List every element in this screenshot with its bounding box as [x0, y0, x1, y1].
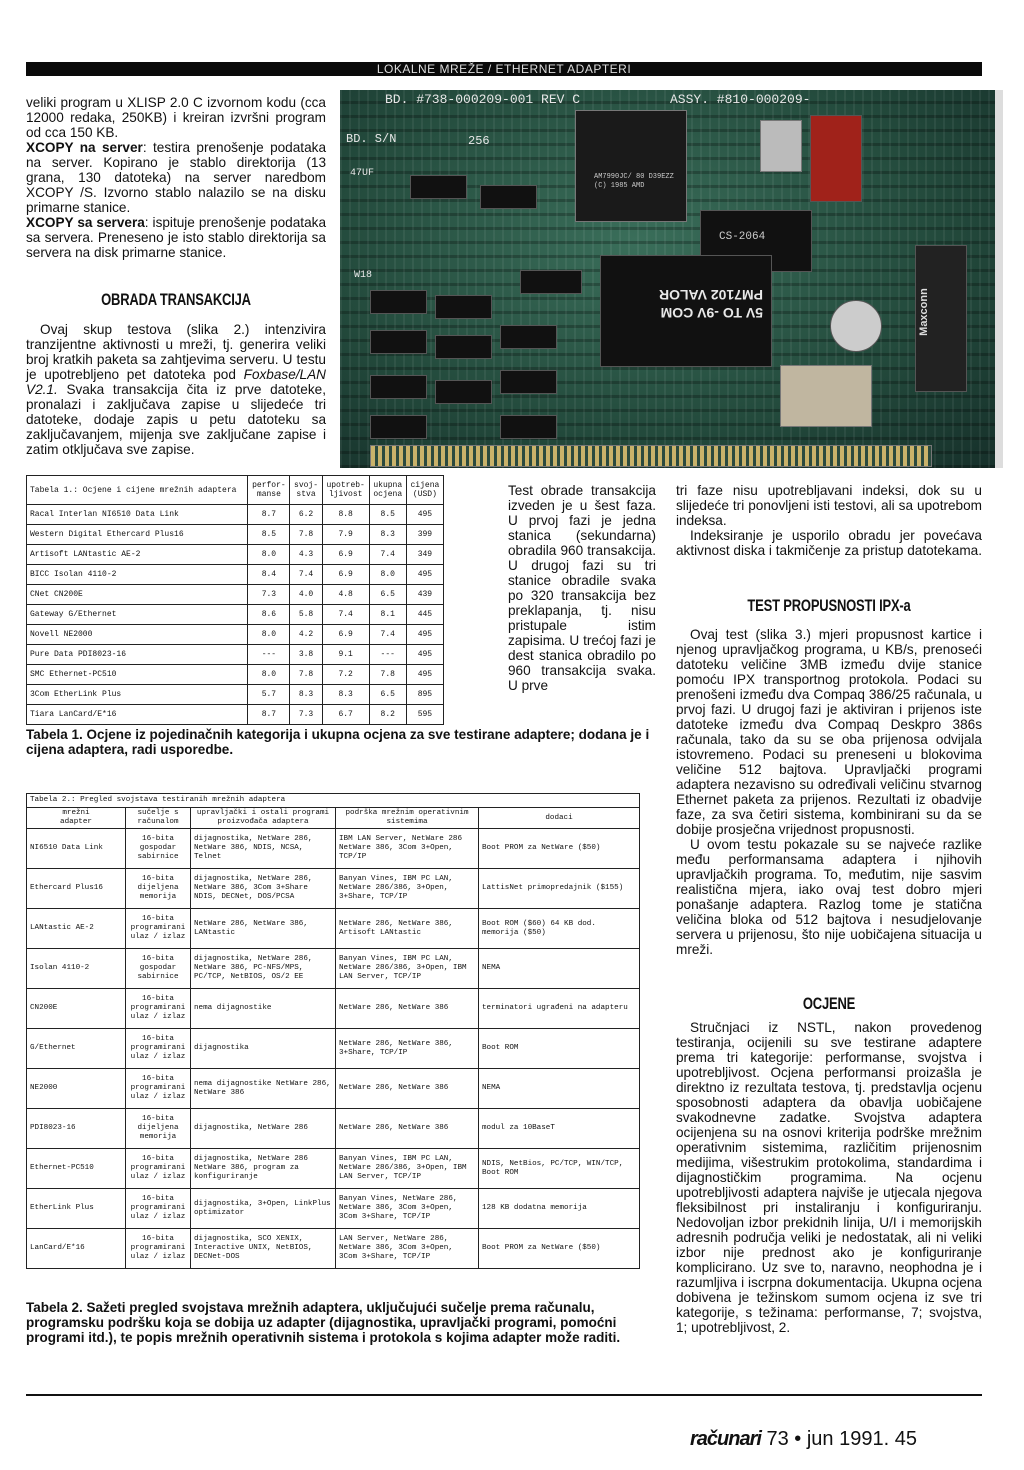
table2-adapter-name: CN200E [27, 989, 126, 1029]
table1-value-cell: 7.8 [369, 665, 406, 685]
ic-chip [520, 270, 582, 294]
footer-rule [26, 1394, 982, 1396]
table1-header-cell: cijena (USD) [406, 476, 443, 505]
table2-feature-cell: Boot PROM za NetWare ($50) [479, 1229, 640, 1269]
table1-header-row [27, 476, 444, 505]
table1-value-cell: 895 [406, 685, 443, 705]
table2-title: Tabela 2.: Pregled svojstava testiranih mrežnih adaptera [27, 794, 640, 808]
table1-row [27, 625, 444, 645]
table2-feature-cell: 16-bita programirani ulaz / izlaz [126, 1029, 191, 1069]
table1-value-cell: 8.0 [248, 545, 290, 565]
ic-chip [500, 325, 557, 349]
table1-value-cell: 4.0 [290, 585, 322, 605]
table1-header-cell: ukupna ocjena [369, 476, 406, 505]
table1-value-cell: 349 [406, 545, 443, 565]
table2-header-row [27, 808, 640, 829]
xcopy-to-server-paragraph [26, 140, 326, 215]
table2-feature-cell: dijagnostika, NetWare 286 [191, 1109, 336, 1149]
table1-value-cell: --- [369, 645, 406, 665]
network-card-photo [340, 90, 1003, 468]
table2-feature-cell: 16-bita programirani ulaz / izlaz [126, 1149, 191, 1189]
table2-adapter-name: Ethercard Plus16 [27, 869, 126, 909]
table1-value-cell: 4.2 [290, 625, 322, 645]
ic-chip [435, 380, 492, 404]
table2-row [27, 989, 640, 1029]
table1-adapter-name: BICC Isolan 4110-2 [27, 565, 248, 585]
table1-value-cell: 7.3 [290, 705, 322, 725]
magazine-logo: računari [690, 1428, 761, 1450]
table1-adapter-name: CNet CN200E [27, 585, 248, 605]
table1-adapter-name: SMC Ethernet-PC510 [27, 665, 248, 685]
col3-paragraph: U ovom testu pokazale su se najveće razlike među performansama adaptera i njihovih upravljačkih programa. To, međutim, nije sasvim realistična mjera, iako ovaj test dobro mjeri ponašanje adaptera. Razlog tome je statična veličina bloka od 512 bajtova i nesudjelovanje servera u prijenosu, što nije uobičajena situacija u mreži. [676, 837, 982, 957]
xcopy-from-server-keyword: XCOPY sa servera [26, 215, 145, 230]
table1-value-cell: 7.8 [290, 525, 322, 545]
table2-feature-cell: 16-bita programirani ulaz / izlaz [126, 1229, 191, 1269]
table1-row [27, 505, 444, 525]
dc-converter-module [600, 255, 772, 367]
table1-title-text: Tabela 1.: Ocjene i cijene mrežnih adaptera [30, 485, 237, 495]
table2-feature-cell: 16-bita gospodar sabirnice [126, 829, 191, 869]
table2-title-row [27, 794, 640, 808]
table2-adapter-name: LANtastic AE-2 [27, 909, 126, 949]
table1-value-cell: 495 [406, 565, 443, 585]
table1-adapter-name: 3Com EtherLink Plus [27, 685, 248, 705]
table2-feature-cell: nema dijagnostike [191, 989, 336, 1029]
table2-feature-cell: Boot PROM za NetWare ($50) [479, 829, 640, 869]
cs-chip-label: CS-2064 [719, 231, 766, 243]
table2-adapter-name: G/Ethernet [27, 1029, 126, 1069]
table2-feature-cell: dijagnostika, NetWare 286, NetWare 386, 3Com 3+Share NDIS, DECNet, DOS/PCSA [191, 869, 336, 909]
table2-header-cell: dodaci [479, 808, 640, 829]
table2-feature-cell: 16-bita programirani ulaz / izlaz [126, 1189, 191, 1229]
ic-chip [370, 290, 427, 314]
table1-value-cell: 6.9 [322, 545, 369, 565]
table2-row [27, 829, 640, 869]
table2-feature-cell: nema dijagnostike NetWare 286, NetWare 386 [191, 1069, 336, 1109]
table1-value-cell: 445 [406, 605, 443, 625]
table2-feature-cell: dijagnostika, 3+Open, LinkPlus optimizator [191, 1189, 336, 1229]
table2-feature-cell: 128 KB dodatna memorija [479, 1189, 640, 1229]
silkscreen-256: 256 [468, 134, 490, 148]
silkscreen-47uf: 47UF [350, 168, 375, 179]
col3-text-ipx [676, 627, 982, 957]
table2-feature-cell: 16-bita programirani ulaz / izlaz [126, 909, 191, 949]
table2-adapter-name: Ethernet-PC510 [27, 1149, 126, 1189]
table1-adapter-name: Pure Data PDI8023-16 [27, 645, 248, 665]
ic-chip [500, 415, 557, 439]
ic-chip [370, 415, 427, 439]
table1-row [27, 685, 444, 705]
table1-value-cell: 8.0 [369, 565, 406, 585]
table2-feature-cell: Boot ROM [479, 1029, 640, 1069]
table1-value-cell: 8.8 [322, 505, 369, 525]
table1-value-cell: 495 [406, 505, 443, 525]
table1-value-cell: 595 [406, 705, 443, 725]
table1-value-cell: 6.5 [369, 685, 406, 705]
table1-value-cell: 439 [406, 585, 443, 605]
table1-value-cell: 8.3 [322, 685, 369, 705]
obrada-paragraph [26, 322, 326, 457]
table1-adapter-name: Gateway G/Ethernet [27, 605, 248, 625]
table2-feature-cell: dijagnostika [191, 1029, 336, 1069]
table1-value-cell: 6.7 [322, 705, 369, 725]
table2-feature-cell: NEMA [479, 1069, 640, 1109]
amd-controller-chip [575, 110, 687, 222]
silkscreen-board-number: BD. #738-000209-001 REV C [385, 92, 581, 107]
table2-feature-cell: 16-bita programirani ulaz / izlaz [126, 989, 191, 1029]
table2-row [27, 1189, 640, 1229]
table2-feature-cell: 16-bita dijeljena memorija [126, 1109, 191, 1149]
table1-value-cell: 8.7 [248, 705, 290, 725]
table1-value-cell: 8.5 [248, 525, 290, 545]
table1-header-cell: perfor- manse [248, 476, 290, 505]
table1-value-cell: 9.1 [322, 645, 369, 665]
table2-row [27, 1109, 640, 1149]
table1-value-cell: 8.6 [248, 605, 290, 625]
table2-feature-cell: dijagnostika, SCO XENIX, Interactive UNIX, NetBIOS, DECNet-DOS [191, 1229, 336, 1269]
table1-row [27, 545, 444, 565]
table2-header-cell: sučelje s računalom [126, 808, 191, 829]
table2-feature-cell: NetWare 286, NetWare 386, 3+Share, TCP/IP [336, 1029, 479, 1069]
table1-value-cell: 5.7 [248, 685, 290, 705]
table1-row [27, 565, 444, 585]
foxbase-name: Foxbase/LAN V2.1. [26, 367, 326, 397]
table2-feature-cell: IBM LAN Server, NetWare 286 NetWare 386, 3Com 3+Open, TCP/IP [336, 829, 479, 869]
xcopy-to-server-text: : testira prenošenje podataka na server. Kopirano je stablo direktorija (13 grana, 130 datoteka) na server naredbom XCOPY /S. Izvorno stablo nalazilo se na disku primarne stanice. [26, 140, 326, 215]
table2-feature-cell: LAN Server, NetWare 286, NetWare 386, 3Com 3+Open, 3Com 3+Share, TCP/IP [336, 1229, 479, 1269]
table2-feature-cell: 16-bita programirani ulaz / izlaz [126, 1069, 191, 1109]
intro-paragraph: veliki program u XLISP 2.0 C izvornom kodu (cca 12000 redaka, 250KB) i kreiran izvršni program od cca 150 KB. [26, 95, 326, 140]
table1-value-cell: 3.8 [290, 645, 322, 665]
table1-value-cell: 5.8 [290, 605, 322, 625]
table2-adapter-name: NE2000 [27, 1069, 126, 1109]
table1-header-cell: upotreb- ljivost [322, 476, 369, 505]
table1-row [27, 605, 444, 625]
table1-row [27, 525, 444, 545]
table1-value-cell: 8.5 [369, 505, 406, 525]
table1-value-cell: 7.4 [322, 605, 369, 625]
edge-connector [370, 445, 932, 467]
table1-title [27, 476, 248, 505]
table1-row [27, 585, 444, 605]
amd-chip-label: AM7990JC/ 80 D39EZZ (C) 1985 AMD [594, 173, 674, 190]
heading-ocjene: OCJENE [802, 994, 856, 1013]
table1-value-cell: 4.3 [290, 545, 322, 565]
table2-feature-cell: Banyan Vines, IBM PC LAN, NetWare 286/386, 3+Open, 3+Share, TCP/IP [336, 869, 479, 909]
table1-value-cell: 6.2 [290, 505, 322, 525]
table2-row [27, 869, 640, 909]
table1-value-cell: 495 [406, 625, 443, 645]
connector-brand-label: Maxconn [917, 288, 930, 336]
table2-adapter-name: NI6510 Data Link [27, 829, 126, 869]
table2-adapter-name: PDI8023-16 [27, 1109, 126, 1149]
col3-paragraph: Stručnjaci iz NSTL, nakon provedenog testiranja, ocijenili su sve testirane adaptere prema tri kategorije: performanse, svojstva i upotrebljivost. Ocjena performansi proizašla je direktno iz rezultata testova, tj. predstavlja ocjenu sposobnosti adaptera da obavlja uobičajene svakodnevne zadatke. Svojstva adaptera ocijenjena su na osnovi kriterija podrške mrežnim operativnim sistemima, različitim prijenosnim medijima, višestrukim protokolima, standardima i dijagnostičkim programima. Na ocjenu upotrebljivosti adaptera najviše je utjecala njegova fleksibilnost pri instaliranju i konfiguriranju. Nedovoljan izbor prekidnih linija, U/I i memorijskih adresnih područja veliki je nedostatak, ali ni veliki izbor nije prednost ako je konfiguriranje komplicirano. Uz sve to, naravno, neophodna je i razumljiva i iscrpna dokumentacija. Ukupna ocjena dobivena je težinskom sumom ocjena iz sve tri kategorije, s težinama: performanse, 7; svojstva, 1; upotrebljivost, 2. [676, 1020, 982, 1335]
page-footer [690, 1428, 917, 1451]
table1-ratings [26, 475, 444, 725]
col3-text-ocjene [676, 1020, 982, 1335]
transaction-test-text: Test obrade transakcija izveden je u šest faza. U prvoj fazi je jedna stanica (sekundarna) obradila 960 transakcija. U drugoj fazi su tri stanice obradile svaka po 320 transakcija bez preklapanja, tj. nisu pristupale istim zapisima. U trećoj fazi je dest stanica obradilo po 960 transakcija svaka. U prve [508, 483, 656, 693]
table2-header-cell: podrška mrežnim operativnim sistemima [336, 808, 479, 829]
table2-row [27, 949, 640, 989]
silkscreen-w18: W18 [354, 270, 373, 281]
obrada-text-rest: Svaka transakcija čita iz prve datoteke, pronalazi i zaključava zapise u slijedeće tri datoteke, dodaje zapis u petu datoteku sa zaključavanjem, mijenja sve zaključane zapise i zatim otključava sve zapise. [26, 382, 326, 457]
heading-test-propusnosti: TEST PROPUSNOSTI IPX-a [747, 596, 911, 615]
table1-adapter-name: Western Digital Ethercard Plus16 [27, 525, 248, 545]
table1-value-cell: 8.4 [248, 565, 290, 585]
table1-value-cell: 7.2 [322, 665, 369, 685]
table2-feature-cell: 16-bita dijeljena memorija [126, 869, 191, 909]
xcopy-from-server-paragraph [26, 215, 326, 260]
ic-chip [480, 185, 537, 209]
ic-chip [500, 370, 557, 394]
table1-value-cell: 8.1 [369, 605, 406, 625]
obrada-text-start: Ovaj skup testova (slika 2.) intenzivira tranzijentne aktivnosti u mreži, tj. generira veliki broj kratkih paketa sa zahtjevima serveru. U testu je upotrebljeno pet datoteka pod [26, 322, 326, 382]
ic-chip [370, 375, 427, 399]
table1-value-cell: 495 [406, 665, 443, 685]
table1-value-cell: 7.8 [290, 665, 322, 685]
table2-feature-cell: modul za 10BaseT [479, 1109, 640, 1149]
col3-text-top [676, 483, 982, 558]
table1-value-cell: 6.9 [322, 565, 369, 585]
table1-value-cell: 399 [406, 525, 443, 545]
table1-value-cell: 7.9 [322, 525, 369, 545]
table1-value-cell: 8.3 [369, 525, 406, 545]
table2-row [27, 1229, 640, 1269]
table2-caption: Tabela 2. Sažeti pregled svojstava mrežnih adaptera, uključujući sučelje prema računalu, programsku podršku koja se dobija uz adapter (dijagnostika, upravljački programi, pomoćni programi itd.), te popis mrežnih operativnih sistema i protokola s kojima adapter može raditi. [26, 1300, 621, 1345]
xcopy-from-server-text: : ispituje prenošenje podataka sa servera. Preneseno je isto stablo direktorija sa servera na disk primarne stanice. [26, 215, 326, 260]
table1-value-cell: 6.5 [369, 585, 406, 605]
ic-chip [370, 330, 427, 354]
table2-feature-cell: 16-bita gospodar sabirnice [126, 949, 191, 989]
table1-value-cell: 8.0 [248, 665, 290, 685]
table1-value-cell: 8.0 [248, 625, 290, 645]
table2-adapter-name: EtherLink Plus [27, 1189, 126, 1229]
table2-feature-cell: Banyan Vines, IBM PC LAN, NetWare 286/386, 3+Open, IBM LAN Server, TCP/IP [336, 1149, 479, 1189]
table1-adapter-name: Tiara LanCard/E*16 [27, 705, 248, 725]
table2-row [27, 909, 640, 949]
col3-paragraph: tri faze nisu upotrebljavani indeksi, dok su u slijedeće tri ponovljeni isti testovi, ali sa upotrebom indeksa. [676, 483, 982, 528]
transformer-module [810, 115, 862, 202]
xcopy-to-server-keyword: XCOPY na server [26, 140, 143, 155]
table2-features [26, 793, 640, 1269]
col3-paragraph: Ovaj test (slika 3.) mjeri propusnost kartice i njenog upravljačkog programa, u KB/s, prenoseći datoteku veličine 3MB između dvije stanice pomoću IPX transportnog protokola. Podaci su prenošeni između dva Compaq 386/25 računala, u prvoj fazi. U drugoj fazi je aktiviran i prijenos iste datoteke između dva Compaq Deskpro 386s računala, tako da su se oba prijenosa odvijala istovremeno. Podaci su preneseni u blokovima veličine 512 bajtova. Upravljački programi adaptera nezavisno su određivali veličinu stvarnog Ethernet paketa za prijenos. Rezultati iz obadvije faze, za sva četiri sistema, kombinirani su da se dobije prosječna vrijednost propusnosti. [676, 627, 982, 837]
table1-value-cell: 495 [406, 645, 443, 665]
table2-feature-cell: NEMA [479, 949, 640, 989]
dsub-connector [915, 245, 967, 392]
table1-value-cell: 6.9 [322, 625, 369, 645]
table2-feature-cell: dijagnostika, NetWare 286, NetWare 386, NDIS, NCSA, Telnet [191, 829, 336, 869]
table2-feature-cell: Banyan Vines, IBM PC LAN, NetWare 286/386, 3+Open, IBM LAN Server, TCP/IP [336, 949, 479, 989]
dc-converter-label: 5V TO -9V COM PM7102 VALOR [659, 287, 763, 321]
bnc-connector [830, 300, 882, 352]
table2-adapter-name: LanCard/E*16 [27, 1229, 126, 1269]
table2-feature-cell: NetWare 286, NetWare 386 [336, 1069, 479, 1109]
col3-paragraph: Indeksiranje je usporilo obradu jer povećava aktivnost diska i takmičenje za pristup datotekama. [676, 528, 983, 558]
table1-value-cell: 7.3 [248, 585, 290, 605]
issue-and-page: 73 • jun 1991. 45 [766, 1428, 917, 1450]
table1-value-cell: 8.3 [290, 685, 322, 705]
table2-feature-cell: dijagnostika, NetWare 286 NetWare 386, program za konfiguriranje [191, 1149, 336, 1189]
heading-obrada-transakcija: OBRADA TRANSAKCIJA [101, 290, 251, 309]
silkscreen-assy-number: ASSY. #810-000209- [670, 92, 811, 107]
ic-chip [435, 335, 492, 359]
table2-header-cell: upravljački i ostali programi proizvođača adaptera [191, 808, 336, 829]
table1-row [27, 645, 444, 665]
section-header-band: LOKALNE MREŽE / ETHERNET ADAPTERI [26, 62, 982, 76]
table1-value-cell: 7.4 [369, 545, 406, 565]
table1-body [27, 505, 444, 725]
table2-feature-cell: Banyan Vines, NetWare 286, NetWare 386, 3Com 3+Open, 3Com 3+Share, TCP/IP [336, 1189, 479, 1229]
intro-text [26, 95, 326, 260]
table1-header-cell: svoj- stva [290, 476, 322, 505]
table2-feature-cell: NetWare 286, NetWare 386 [336, 1109, 479, 1149]
table1-value-cell: 8.7 [248, 505, 290, 525]
table2-row [27, 1029, 640, 1069]
table2-feature-cell: NetWare 286, NetWare 386 [336, 989, 479, 1029]
crystal-oscillator [760, 120, 802, 172]
table2-feature-cell: dijagnostika, NetWare 286, NetWare 386, PC-NFS/MPS, PC/TCP, NetBIOS, OS/2 EE [191, 949, 336, 989]
table1-row [27, 705, 444, 725]
obrada-text [26, 322, 326, 457]
ic-chip [435, 295, 492, 319]
table1-value-cell: 7.4 [290, 565, 322, 585]
table1-caption: Tabela 1. Ocjene iz pojedinačnih kategorija i ukupna ocjena za sve testirane adaptere; dodana je i cijena adaptera, radi usporedbe. [26, 727, 650, 757]
table2-feature-cell: NetWare 286, NetWare 386, Artisoft LANtastic [336, 909, 479, 949]
coax-transceiver [780, 365, 872, 427]
table1-adapter-name: Novell NE2000 [27, 625, 248, 645]
table2-header-cell: mrežni adapter [27, 808, 126, 829]
table2-feature-cell: NetWare 286, NetWare 386, LANtastic [191, 909, 336, 949]
table1-row [27, 665, 444, 685]
table2-row [27, 1069, 640, 1109]
table2-feature-cell: Boot ROM ($60) 64 KB dod. memorija ($50) [479, 909, 640, 949]
table2-feature-cell: NDIS, NetBios, PC/TCP, WIN/TCP, Boot ROM [479, 1149, 640, 1189]
table1-value-cell: 4.8 [322, 585, 369, 605]
table1-value-cell: --- [248, 645, 290, 665]
table2-row [27, 1149, 640, 1189]
table2-feature-cell: LattisNet primopredajnik ($155) [479, 869, 640, 909]
table2-body [27, 829, 640, 1269]
table1-adapter-name: Racal Interlan NI6510 Data Link [27, 505, 248, 525]
table1-value-cell: 7.4 [369, 625, 406, 645]
table1-value-cell: 8.2 [369, 705, 406, 725]
ic-chip [410, 175, 467, 199]
table2-adapter-name: Isolan 4110-2 [27, 949, 126, 989]
table1-adapter-name: Artisoft LANtastic AE-2 [27, 545, 248, 565]
table2-feature-cell: terminatori ugrađeni na adapteru [479, 989, 640, 1029]
silkscreen-serial: BD. S/N [346, 132, 397, 146]
